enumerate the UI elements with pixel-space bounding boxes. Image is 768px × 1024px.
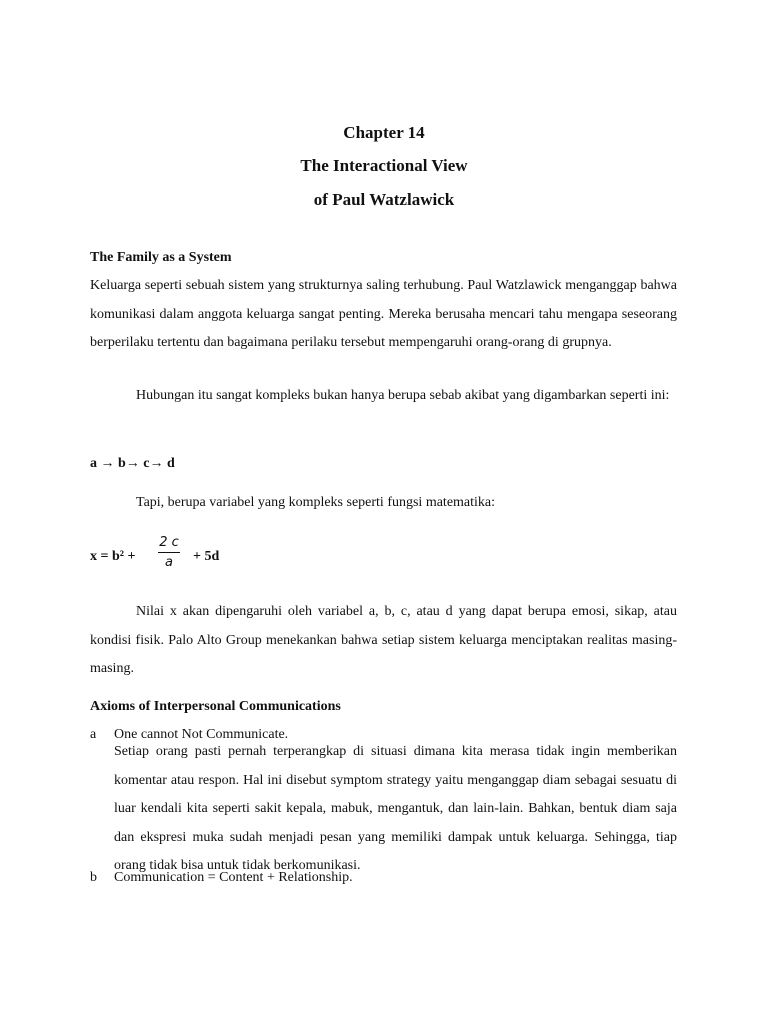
fraction-bar	[158, 552, 180, 553]
fraction-numerator: 2 c	[159, 535, 179, 550]
list-item-title-b: Communication = Content + Relationship.	[114, 870, 353, 885]
formula-left: x = b² +	[90, 549, 136, 564]
paragraph-family-system: Keluarga seperti sebuah sistem yang strukturnya saling terhubung. Paul Watzlawick menganggap bahwa komunikasi dalam anggota keluarga sangat penting. Mereka berusaha mencari tahu mengapa seseorang berperilaku tertentu dan bagaimana perilaku tersebut mempengaruhi orang-orang di grupnya.	[90, 278, 677, 350]
fraction-denominator: a	[165, 555, 173, 570]
chapter-title-line1: The Interactional View	[300, 156, 468, 175]
paragraph-relationship-complex: Hubungan itu sangat kompleks bukan hanya berupa sebab akibat yang digambarkan seperti ini:	[136, 388, 670, 403]
chapter-number: Chapter 14	[343, 123, 425, 142]
formula-right: + 5d	[193, 549, 220, 564]
chapter-title-line2: of Paul Watzlawick	[313, 190, 455, 209]
list-item-title-a: One cannot Not Communicate.	[114, 727, 289, 742]
paragraph-variable-x: Nilai x akan dipengaruhi oleh variabel a, b, c, atau d yang dapat berupa emosi, sikap, atau kondisi fisik. Palo Alto Group menekankan bahwa setiap sistem keluarga menciptakan realitas masing-masing.	[90, 604, 677, 676]
formula-fraction	[158, 535, 180, 570]
list-marker-b: b	[90, 870, 97, 885]
paragraph-complex-variable: Tapi, berupa variabel yang kompleks seperti fungsi matematika:	[136, 495, 496, 510]
section-heading-axioms: Axioms of Interpersonal Communications	[90, 699, 341, 714]
list-marker-a: a	[90, 727, 97, 742]
list-item-body-a: Setiap orang pasti pernah terperangkap di situasi dimana kita merasa tidak ingin memberikan komentar atau respon. Hal ini disebut symptom strategy yaitu menganggap diam sebagai sesuatu di luar kendali kita seperti sakit kepala, mabuk, mengantuk, dan lain-lain. Bahkan, bentuk diam saja dan ekspresi muka sudah menjadi pesan yang memiliki dampak untuk keluarga. Sehingga, tiap orang tidak bisa untuk tidak berkomunikasi.	[114, 744, 677, 873]
section-heading-family-system: The Family as a System	[90, 250, 232, 265]
causal-chain: a → b→ c→ d	[90, 456, 175, 471]
